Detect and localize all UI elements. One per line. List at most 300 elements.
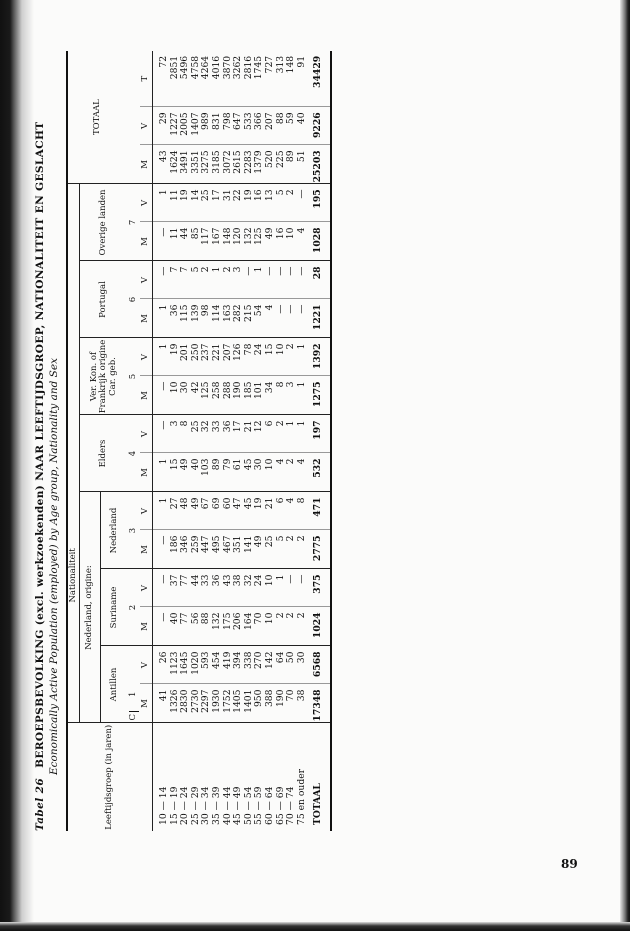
age-group-cell: 40 — 44 (221, 786, 233, 825)
value-cell: — (286, 299, 297, 338)
value-cell: 47 (233, 492, 244, 530)
value-cell: 7 (180, 261, 191, 299)
value-cell: 2615 (233, 145, 244, 184)
header-sex-m: M (140, 530, 153, 569)
value-cell: 8 (297, 492, 308, 530)
value-cell: 6 (265, 415, 276, 453)
value-cell: 25 (265, 530, 276, 569)
value-cell: 3491 (180, 145, 191, 184)
value-cell: 4264 (201, 51, 212, 107)
value-cell: 3 (170, 415, 181, 453)
value-cell: 375 (307, 569, 331, 607)
value-cell: 14 (191, 184, 202, 222)
value-cell: 115 (180, 299, 191, 338)
table-label: Tabel 26 (34, 777, 46, 831)
header-sex-v: V (140, 184, 153, 222)
value-cell: 447 (201, 530, 212, 569)
value-cell: 164 (244, 607, 255, 646)
value-cell: 142 (265, 646, 276, 684)
value-cell: 77 (180, 569, 191, 607)
value-cell: 454 (212, 646, 223, 684)
value-cell: 25203 (307, 145, 331, 184)
value-cell: — (153, 530, 170, 569)
value-cell: 79 (223, 453, 234, 492)
header-totaal: TOTAAL (67, 51, 128, 184)
value-cell: 69 (212, 492, 223, 530)
header-nederland-origine: Nederland, origine: (80, 492, 101, 723)
value-cell: 103 (201, 453, 212, 492)
value-cell: 2 (223, 261, 234, 299)
value-cell: 117 (201, 222, 212, 261)
value-cell: 29 (153, 107, 170, 145)
value-cell: 125 (254, 222, 265, 261)
value-cell: 17 (233, 415, 244, 453)
value-cell: 471 (307, 492, 331, 530)
header-sex-m: M (140, 684, 153, 723)
value-cell: 15 (265, 338, 276, 376)
value-cell: 2 (276, 415, 287, 453)
value-cell: 30 (254, 453, 265, 492)
value-cell: 32 (201, 415, 212, 453)
value-cell: — (244, 261, 255, 299)
value-cell: 19 (254, 492, 265, 530)
value-cell: 10 (265, 569, 276, 607)
total-row (307, 51, 331, 831)
value-cell: 6568 (307, 646, 331, 684)
value-cell: 19 (180, 184, 191, 222)
value-cell: 2 (276, 607, 287, 646)
value-cell: 30 (297, 646, 308, 684)
value-cell: 139 (191, 299, 202, 338)
value-cell: 1392 (307, 338, 331, 376)
value-cell: 1624 (170, 145, 181, 184)
header-group-overige: Overige landen (80, 184, 129, 261)
value-cell: 467 (223, 530, 234, 569)
value-cell: 1020 (191, 646, 202, 684)
value-cell: — (286, 261, 297, 299)
value-cell: 36 (212, 569, 223, 607)
header-sex-v: V (140, 492, 153, 530)
value-cell: 25 (191, 415, 202, 453)
value-cell: 2283 (244, 145, 255, 184)
value-cell: 61 (233, 453, 244, 492)
value-cell: 2851 (170, 51, 181, 107)
value-cell: 206 (233, 607, 244, 646)
value-cell: 54 (254, 299, 265, 338)
value-cell: 1 (153, 184, 170, 222)
value-cell: 4 (276, 453, 287, 492)
value-cell: 7 (170, 261, 181, 299)
table-row (153, 51, 170, 831)
value-cell: 13 (265, 184, 276, 222)
value-cell: 15 (170, 453, 181, 492)
data-table (66, 51, 332, 831)
value-cell: 313 (276, 51, 287, 107)
value-cell: 56 (191, 607, 202, 646)
value-cell: 2 (286, 184, 297, 222)
value-cell: 3262 (233, 51, 244, 107)
header-group-suriname: Suriname (101, 569, 129, 646)
rotated-table-block (33, 51, 323, 831)
value-cell: 19 (244, 184, 255, 222)
value-cell: 42 (191, 376, 202, 415)
value-cell: 495 (212, 530, 223, 569)
value-cell: 67 (201, 492, 212, 530)
value-cell: 270 (254, 646, 265, 684)
value-cell: 175 (223, 607, 234, 646)
header-group-verkon: Ver. Kon. of Frankrijk origine Car. geb. (80, 338, 129, 415)
value-cell: 11 (170, 184, 181, 222)
value-cell: 167 (212, 222, 223, 261)
value-cell: — (276, 299, 287, 338)
value-cell: 2 (286, 530, 297, 569)
header-sex-row (140, 51, 153, 831)
value-cell: 1401 (244, 684, 255, 723)
header-num-4: 4 (128, 415, 140, 492)
value-cell: 3275 (201, 145, 212, 184)
value-cell: — (153, 607, 170, 646)
value-cell: 2830 (180, 684, 191, 723)
value-cell: 4 (297, 453, 308, 492)
value-cell: 225 (276, 145, 287, 184)
header-sex-v: V (140, 261, 153, 299)
value-cell: 114 (212, 299, 223, 338)
value-cell: 366 (254, 107, 265, 145)
total-label: TOTAAL (312, 783, 324, 825)
header-num-3: 3 (128, 492, 140, 569)
value-cell: 22 (233, 184, 244, 222)
value-cell: 43 (153, 145, 170, 184)
age-group-cell: 65 — 69 (274, 786, 286, 825)
table-body (153, 51, 331, 831)
value-cell: 5 (276, 184, 287, 222)
value-cell: 185 (244, 376, 255, 415)
value-cell: 4 (265, 299, 276, 338)
value-cell: 1 (276, 569, 287, 607)
c-mark: C (129, 711, 139, 721)
value-cell: 19 (170, 338, 181, 376)
value-cell: 44 (191, 569, 202, 607)
value-cell: 33 (201, 569, 212, 607)
value-cell: 1024 (307, 607, 331, 646)
value-cell: 25 (201, 184, 212, 222)
value-cell: 88 (201, 607, 212, 646)
value-cell: 2005 (180, 107, 191, 145)
value-cell: 2297 (201, 684, 212, 723)
value-cell: 8 (276, 376, 287, 415)
header-sex-t: T (140, 51, 153, 107)
value-cell: — (286, 569, 297, 607)
header-num-2: 2 (128, 569, 140, 646)
value-cell: 36 (223, 415, 234, 453)
header-group-antillen: Antillen (101, 646, 129, 723)
value-cell: 72 (153, 51, 170, 107)
value-cell: 258 (212, 376, 223, 415)
value-cell: 101 (254, 376, 265, 415)
value-cell: 1379 (254, 145, 265, 184)
age-group-cell: 35 — 39 (210, 786, 222, 825)
page-number: 89 (561, 857, 578, 871)
value-cell: 1 (153, 338, 170, 376)
value-cell: 148 (223, 222, 234, 261)
value-cell: 1 (212, 261, 223, 299)
value-cell: 78 (244, 338, 255, 376)
page-edge-bottom (0, 922, 630, 931)
value-cell: 259 (191, 530, 202, 569)
value-cell: 1 (297, 338, 308, 376)
value-cell: 533 (244, 107, 255, 145)
value-cell: 388 (265, 684, 276, 723)
title-english: Economically Active Population (employed) by Age group, Nationality and Sex (48, 357, 60, 775)
value-cell: — (153, 376, 170, 415)
value-cell: — (153, 415, 170, 453)
value-cell: 38 (233, 569, 244, 607)
age-group-cell: 10 — 14 (158, 786, 169, 825)
group-number: 1 (128, 691, 139, 697)
value-cell: 351 (233, 530, 244, 569)
header-num-1 (128, 646, 140, 723)
value-cell: 16 (276, 222, 287, 261)
value-cell: — (153, 569, 170, 607)
value-cell: 30 (180, 376, 191, 415)
value-cell: 88 (276, 107, 287, 145)
header-num-5: 5 (128, 338, 140, 415)
header-num-7: 7 (128, 184, 140, 261)
age-group-cell: 25 — 29 (189, 786, 201, 825)
age-group-cell: 30 — 34 (200, 786, 212, 825)
header-sex-m: M (140, 376, 153, 415)
header-sex-m: M (140, 145, 153, 184)
value-cell: — (153, 222, 170, 261)
value-cell: 21 (265, 492, 276, 530)
header-sex-v: V (140, 569, 153, 607)
value-cell: 70 (254, 607, 265, 646)
value-cell: 532 (307, 453, 331, 492)
value-cell: 3072 (223, 145, 234, 184)
value-cell: 1752 (223, 684, 234, 723)
table-row (265, 51, 276, 831)
value-cell: 10 (276, 338, 287, 376)
value-cell: 1 (286, 415, 297, 453)
value-cell: 221 (212, 338, 223, 376)
value-cell: 1645 (180, 646, 191, 684)
age-group-cell: 45 — 49 (232, 786, 244, 825)
value-cell: 85 (191, 222, 202, 261)
value-cell: 186 (170, 530, 181, 569)
value-cell: 49 (265, 222, 276, 261)
value-cell: 59 (286, 107, 297, 145)
value-cell: 4 (297, 222, 308, 261)
header-num-6: 6 (128, 261, 140, 338)
value-cell: 11 (170, 222, 181, 261)
value-cell: 727 (265, 51, 276, 107)
table-title (33, 51, 47, 831)
value-cell: 2 (201, 261, 212, 299)
value-cell: 40 (191, 453, 202, 492)
value-cell: 207 (265, 107, 276, 145)
value-cell: — (297, 569, 308, 607)
value-cell: 36 (170, 299, 181, 338)
value-cell: 1 (254, 261, 265, 299)
value-cell: 2730 (191, 684, 202, 723)
value-cell: 520 (265, 145, 276, 184)
value-cell: 1028 (307, 222, 331, 261)
value-cell: 49 (180, 453, 191, 492)
value-cell: 1 (153, 299, 170, 338)
header-sex-m: M (140, 607, 153, 646)
value-cell: 593 (201, 646, 212, 684)
header-sex-m: M (140, 222, 153, 261)
value-cell: 1 (297, 376, 308, 415)
value-cell: 419 (223, 646, 234, 684)
value-cell: 4758 (191, 51, 202, 107)
value-cell: 49 (254, 530, 265, 569)
table-row (297, 51, 308, 831)
value-cell: 45 (244, 453, 255, 492)
title-dutch: BEROEPSBEVOLKING (excl. werkzoekenden) NAAR LEEFTIJDSGROEP, NATIONALITEIT EN GESLACHT (34, 121, 46, 768)
value-cell: 12 (254, 415, 265, 453)
value-cell: 6 (276, 492, 287, 530)
value-cell: 21 (244, 415, 255, 453)
value-cell: — (276, 261, 287, 299)
value-cell: 37 (170, 569, 181, 607)
header-sex-v: V (140, 646, 153, 684)
value-cell: 17 (212, 184, 223, 222)
value-cell: 45 (244, 492, 255, 530)
value-cell: 49 (191, 492, 202, 530)
value-cell: 89 (212, 453, 223, 492)
value-cell: 190 (276, 684, 287, 723)
table-row (286, 51, 297, 831)
value-cell: 5496 (180, 51, 191, 107)
age-group-cell: 60 — 64 (263, 786, 275, 825)
value-cell: 60 (223, 492, 234, 530)
value-cell: 207 (223, 338, 234, 376)
value-cell: 32 (244, 569, 255, 607)
value-cell: 10 (265, 453, 276, 492)
age-group-cell: 75 en ouder (295, 768, 307, 825)
value-cell: 250 (191, 338, 202, 376)
header-group-portugal: Portugal (80, 261, 129, 338)
value-cell: 10 (286, 222, 297, 261)
page-edge-right (620, 0, 630, 931)
value-cell: 125 (201, 376, 212, 415)
value-cell: 3 (233, 261, 244, 299)
age-group-cell: 15 — 19 (168, 786, 180, 825)
value-cell: 50 (286, 646, 297, 684)
value-cell: 195 (307, 184, 331, 222)
value-cell: 24 (254, 569, 265, 607)
value-cell: 1930 (212, 684, 223, 723)
value-cell: 98 (201, 299, 212, 338)
value-cell: 215 (244, 299, 255, 338)
value-cell: 5 (276, 530, 287, 569)
age-group-cell: 70 — 74 (285, 786, 297, 825)
value-cell: 197 (307, 415, 331, 453)
value-cell: 2 (286, 338, 297, 376)
value-cell: 5 (191, 261, 202, 299)
header-group-elders: Elders (80, 415, 129, 492)
header-sex-v: V (140, 415, 153, 453)
value-cell: 120 (233, 222, 244, 261)
value-cell: 132 (212, 607, 223, 646)
value-cell: 9226 (307, 107, 331, 145)
value-cell: 950 (254, 684, 265, 723)
value-cell: 41 (153, 684, 170, 723)
value-cell: 1405 (233, 684, 244, 723)
value-cell: 3870 (223, 51, 234, 107)
value-cell: 31 (223, 184, 234, 222)
value-cell: 190 (233, 376, 244, 415)
header-num-blank (128, 51, 140, 184)
value-cell: 2775 (307, 530, 331, 569)
table-row (212, 51, 223, 831)
value-cell: 89 (286, 145, 297, 184)
value-cell: 3 (286, 376, 297, 415)
value-cell: 288 (223, 376, 234, 415)
value-cell: 33 (212, 415, 223, 453)
header-sex-v: V (140, 338, 153, 376)
value-cell: 989 (201, 107, 212, 145)
header-sex-m: M (140, 453, 153, 492)
value-cell: 201 (180, 338, 191, 376)
value-cell: 148 (286, 51, 297, 107)
age-group-cell: 55 — 59 (253, 786, 265, 825)
value-cell: 2816 (244, 51, 255, 107)
value-cell: 16 (254, 184, 265, 222)
value-cell: 3351 (191, 145, 202, 184)
value-cell: — (297, 184, 308, 222)
value-cell: 26 (153, 646, 170, 684)
value-cell: 394 (233, 646, 244, 684)
value-cell: 282 (233, 299, 244, 338)
value-cell: 44 (180, 222, 191, 261)
value-cell: 2 (297, 530, 308, 569)
value-cell: 1275 (307, 376, 331, 415)
value-cell: 10 (265, 607, 276, 646)
value-cell: 1 (153, 492, 170, 530)
value-cell: 1 (153, 453, 170, 492)
header-sex-m: M (140, 299, 153, 338)
value-cell: 163 (223, 299, 234, 338)
value-cell: 48 (180, 492, 191, 530)
value-cell: — (265, 261, 276, 299)
value-cell: 1123 (170, 646, 181, 684)
value-cell: 10 (170, 376, 181, 415)
value-cell: 24 (254, 338, 265, 376)
age-group-cell: 20 — 24 (179, 786, 191, 825)
header-nationaliteit: Nationaliteit (67, 184, 80, 723)
value-cell: — (297, 261, 308, 299)
value-cell: — (153, 261, 170, 299)
value-cell: 51 (297, 145, 308, 184)
value-cell: 237 (201, 338, 212, 376)
value-cell: 3185 (212, 145, 223, 184)
value-cell: 4016 (212, 51, 223, 107)
value-cell: 8 (180, 415, 191, 453)
value-cell: 338 (244, 646, 255, 684)
value-cell: 1221 (307, 299, 331, 338)
value-cell: 141 (244, 530, 255, 569)
book-binding-shadow (0, 0, 34, 931)
value-cell: 2 (297, 607, 308, 646)
value-cell: 2 (286, 453, 297, 492)
value-cell: 28 (307, 261, 331, 299)
value-cell: 27 (170, 492, 181, 530)
value-cell: 91 (297, 51, 308, 107)
header-sex-v: V (140, 107, 153, 145)
value-cell: 346 (180, 530, 191, 569)
